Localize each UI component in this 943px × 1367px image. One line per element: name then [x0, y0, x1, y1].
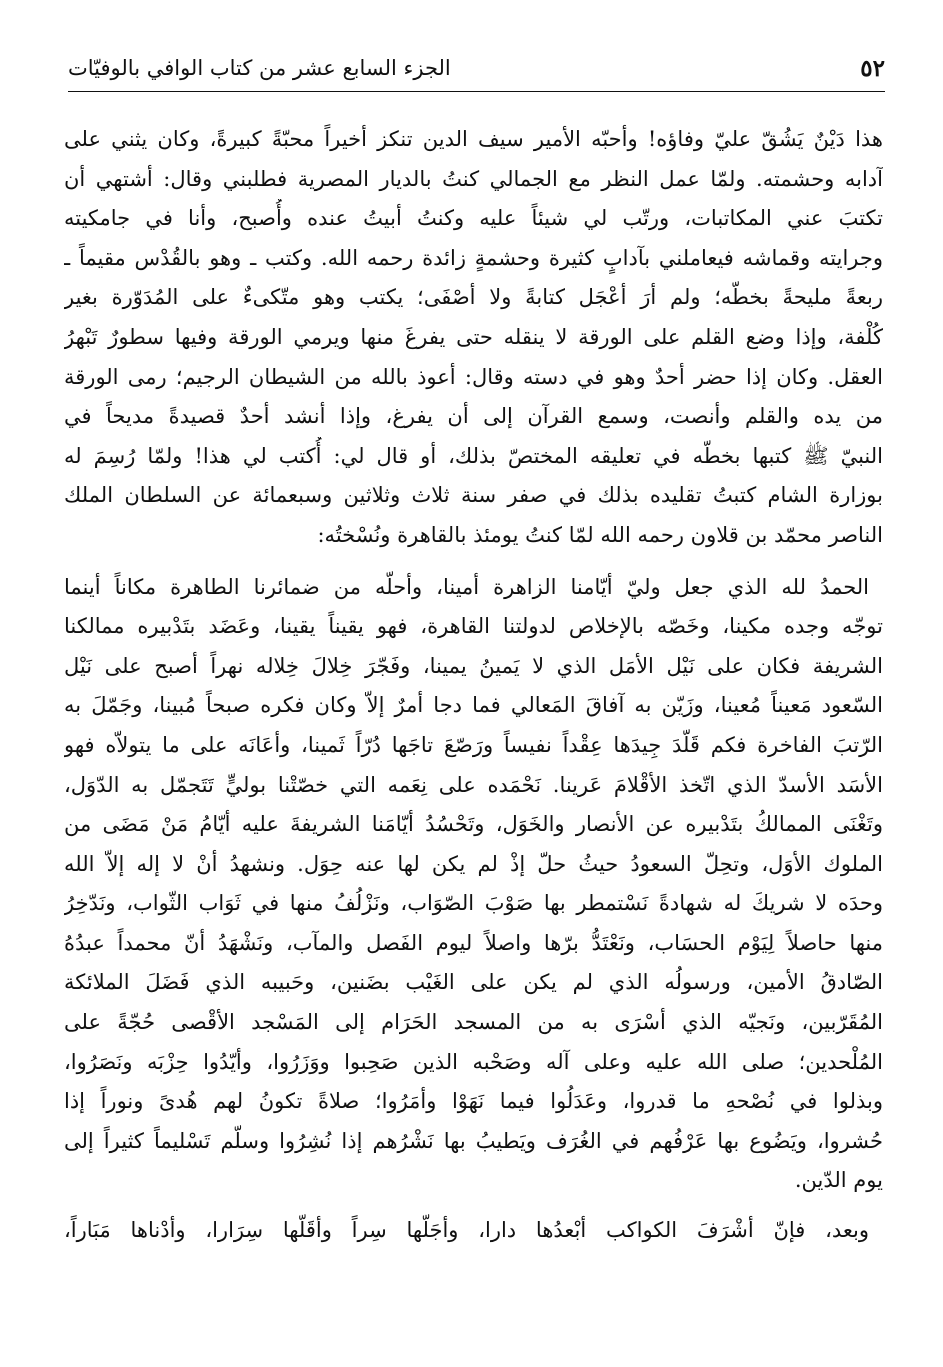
text-line: الأسَد الأسدّ الذي اتّخذ الأقْلامَ عَرينا. نَحْمَده على نِعَمه التي خصّتْنا بوليٍّ تَتَجمّل به الدّوَل،: [64, 772, 883, 797]
running-header: [68, 48, 885, 88]
paragraph-3: [64, 1211, 883, 1251]
text-line: الرّتبَ الفاخرة فكم قَلّدَ جِيدَها عِقْداً نفيساً ورَصّعَ تاجَها دُرّاً ثَمينا، وأعَانَه على ما يتولاّه فهو: [64, 732, 883, 757]
text-line: المُلْحدين؛ صلى الله عليه وعلى آله وصَحْبه الذين صَحِبوا ووَزَرُوا، وأيّدُوا حِزْبَه ونَصَرُوا،: [64, 1049, 883, 1074]
body-text: [64, 120, 883, 1251]
text-line: المُقَرّبين، ونَجيّه الذي أسْرَى به من المسجد الحَرَام إلى المَسْجد الأقْصى حُجّةً على: [64, 1010, 883, 1035]
header-divider: [68, 91, 885, 92]
book-title-header: الجزء السابع عشر من كتاب الوافي بالوفيّات: [68, 56, 451, 80]
text-line: من يده والقلم وأنصت، وسمع القرآن إلى أن يفرغ، وإذا أنشد أحدٌ قصيدةً مديحاً في: [64, 404, 883, 429]
text-line: يوم الدّين.: [794, 1168, 883, 1193]
text-line: السّعود مَعيناً مُعينا، وزَيّن به آفاقَ المَعالي فما دجا أمرٌ إلاّ وكان فكره صبحاً مُبينا، وجَمّلَ به: [64, 693, 883, 718]
text-line: الملوك الأوَل، وتحِلّ السعودُ حيثُ حلّ إذْ لم يكن لها عنه حِوَل. ونشهدُ أنْ لا إله إلاّ الله: [64, 851, 883, 876]
paragraph-gap: [64, 556, 883, 568]
text-line: وبذلوا في نُصْحهِ ما قدروا، وعَدَلُوا فيما نَهَوْا وأمَرُوا؛ صلاةً تكونُ لهم هُدىً ونوراً إذا: [64, 1089, 883, 1114]
text-line: وحدَه لا شريكَ له شهادةً نَسْتمطر بها صَوْبَ الصّوَاب، ونَزْلُفُ منها في ثَوَاب الثّواب، ونَدّخِرُ: [64, 891, 883, 916]
text-line: وتَغْنَى الممالكُ بتَدْبيره عن الأنصار والخَوَل، وتَحْسُدُ أيّامَنا الشريفةَ عليه أيّامُ مَنْ مَضَى من: [64, 812, 883, 837]
text-line: حُشروا، ويَضُوع بها عَرْفُهم في الغُرَف ويَطيبُ بها نَشْرُهم إذا نُشِرُوا وسلّم تَسْليماً كثيراً إلى: [64, 1128, 883, 1153]
text-line: الصّادقُ الأمين، ورسولُه الذي لم يكن على الغَيْب بضَنين، وحَبيبه الذي فَضَلَ الملائكة: [64, 970, 883, 995]
text-line: كُلْفة، وإذا وضع القلم على الورقة لا ينقله حتى يفرغَ منها ويرمي الورقة وفيها سطورٌ تَبْهرُ: [64, 324, 883, 349]
text-line: بوزارة الشام كتبتُ تقليده بذلك في صفر سنة ثلاث وثلاثين وسبعمائة عن السلطان الملك: [64, 483, 883, 508]
text-line: توجّه وجده مكينا، وخَصّه بالإخلاص لدولتنا القاهرة، فهو يقيناً يقينا، وعَضَد بتَدْبيره ممالكنا: [64, 614, 883, 639]
text-line: آدابه وحشمته. ولمّا عمل النظر مع الجمالي كنتُ بالديار المصرية فطلبني وقال: أشتهي أن: [64, 166, 883, 191]
text-line: ربعةً مليحةً بخطّه؛ ولم أرَ أعْجَل كتابةً ولا أصْفَى؛ يكتب وهو متّكىءٌ على المُدَوّرة بغير: [64, 285, 883, 310]
text-line: الناصر محمّد بن قلاون رحمه الله لمّا كنتُ يومئذ بالقاهرة ونُسْختُه:: [317, 522, 883, 547]
paragraph-2: [64, 568, 883, 1202]
text-line: الحمدُ لله الذي جعل وليّ أيّامنا الزاهرة أمينا، وأحلّه من ضمائرنا الطاهرة مكاناً أينما: [64, 574, 869, 599]
paragraph-1: [64, 120, 883, 556]
text-line: منها حاصلاً لِيَوْم الحسَاب، ونَعْتَدُّ برّها واصلاً ليوم الفَصل والمآب، ونَشْهَدُ أنّ محمداً عبدُهُ: [64, 930, 883, 955]
text-line: وجرايته وقماشه فيعاملني بآدابٍ كثيرة وحشمةٍ زائدة رحمه الله. وكتب ـ وهو بالقُدْس مقيماً ـ: [64, 245, 883, 270]
text-line: النبيّ ﷺ كتبها بخطّه في تعليقه المختصّ بذلك، أو قال لي: أُكتب لي هذا! ولمّا رُسِمَ له: [64, 443, 883, 468]
page-number: ٥٢: [860, 54, 885, 82]
text-line: وبعد، فإنّ أشْرَفَ الكواكب أبْعدُها دارا، وأجَلّها سِراً وأقَلّها سِرَارا، وأدْناها مَبَاراً،: [64, 1218, 869, 1243]
paragraph-gap: [64, 1201, 883, 1211]
text-line: تكتبَ عني المكاتبات، ورتّب لي شيئاً عليه وكنتُ أبيتُ عنده وأُصبح، وأنا في جامكيته: [64, 206, 883, 231]
text-line: العقل. وكان إذا حضر أحدٌ وهو في دسته وقال: أعوذ بالله من الشيطان الرجيم؛ رمى الورقة: [64, 364, 883, 389]
text-line: هذا دَيْنٌ يَشُقّ عليّ وفاؤه! وأحبّه الأمير سيف الدين تنكز أخيراً محبّةً كبيرةً، وكان يثني على: [64, 127, 883, 151]
text-line: الشريفة فكان على نَيْل الأمَل الذي لا يَمينُ يمينا، وفَجّرَ خِلالَ خِلاله نهراً أصبح على نَيْل: [64, 653, 883, 678]
